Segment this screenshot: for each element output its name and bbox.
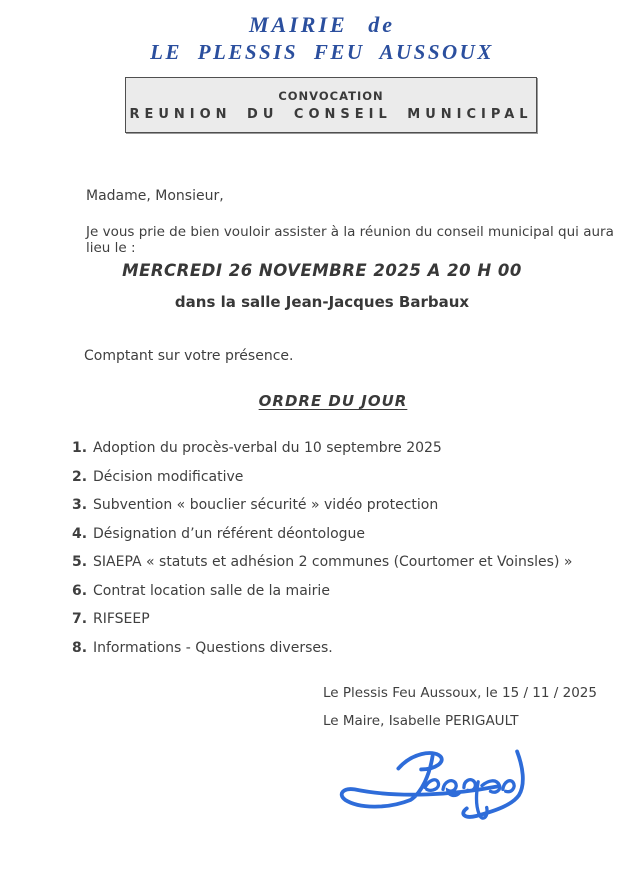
agenda-item-number: 4.: [72, 525, 88, 542]
agenda-item-text: Subvention « bouclier sécurité » vidéo protection: [93, 497, 439, 513]
agenda-item-text: SIAEPA « statuts et adhésion 2 communes (Courtomer et Voinsles) »: [93, 554, 573, 570]
mairie-header: [0, 12, 644, 65]
agenda-item-text: Informations - Questions diverses.: [93, 639, 333, 656]
agenda-item: [72, 611, 624, 628]
agenda-item: [72, 469, 624, 486]
agenda-item: [72, 554, 624, 571]
agenda-item: [72, 640, 624, 657]
agenda-item-text: RIFSEEP: [93, 611, 150, 627]
signature-isabelle-perigault: [328, 740, 558, 835]
agenda-item-number: 2.: [72, 468, 88, 485]
agenda-item-number: 6.: [72, 582, 88, 599]
meeting-datetime: MERCREDI 26 NOVEMBRE 2025 A 20 H 00: [122, 261, 522, 280]
signatory-line: Le Maire, Isabelle PERIGAULT: [323, 713, 519, 729]
agenda-item: [72, 497, 624, 514]
mairie-title-line1: MAIRIE de: [249, 12, 395, 37]
salutation: Madame, Monsieur,: [86, 188, 224, 204]
convocation-box-title: CONVOCATION: [278, 88, 384, 103]
closing-line: Comptant sur votre présence.: [84, 348, 294, 364]
agenda-list: [72, 440, 624, 668]
agenda-item-number: 5.: [72, 554, 88, 570]
agenda-item: [72, 583, 624, 600]
meeting-place: dans la salle Jean-Jacques Barbaux: [174, 293, 470, 311]
mairie-title-line2: LE PLESSIS FEU AUSSOUX: [150, 40, 494, 64]
agenda-item-text: Décision modificative: [93, 468, 244, 485]
agenda-item-number: 8.: [72, 639, 88, 656]
agenda-item-number: 3.: [72, 497, 88, 513]
dateline: Le Plessis Feu Aussoux, le 15 / 11 / 2025: [323, 685, 597, 701]
agenda-item-text: Adoption du procès-verbal du 10 septembre 2025: [93, 440, 442, 456]
agenda-item-number: 1.: [72, 440, 88, 456]
signature-ink-icon: [328, 740, 558, 835]
convocation-box: [125, 77, 537, 133]
agenda-item-number: 7.: [72, 611, 88, 627]
intro-paragraph: Je vous prie de bien vouloir assister à la réunion du conseil municipal qui aura lieu le :: [86, 224, 614, 256]
convocation-box-subtitle: REUNION DU CONSEIL MUNICIPAL: [129, 106, 533, 122]
agenda-item-text: Désignation d’un référent déontologue: [93, 525, 366, 542]
agenda-item: [72, 526, 624, 543]
agenda-title: ORDRE DU JOUR: [258, 392, 408, 410]
agenda-item-text: Contrat location salle de la mairie: [93, 582, 330, 599]
agenda-item: [72, 440, 624, 457]
